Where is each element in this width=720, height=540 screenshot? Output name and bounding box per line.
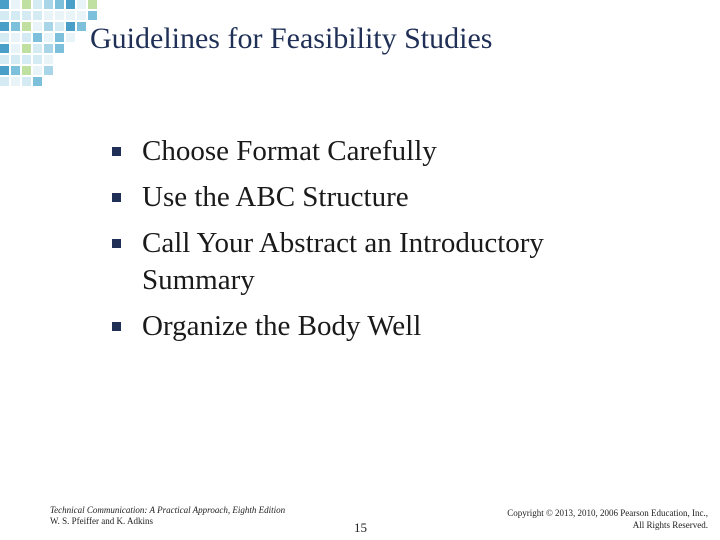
mosaic-tile: [66, 11, 75, 20]
mosaic-tile: [66, 33, 75, 42]
mosaic-tile: [66, 0, 75, 9]
mosaic-tile: [11, 44, 20, 53]
mosaic-tile: [88, 0, 97, 9]
footer-authors: W. S. Pfeiffer and K. Adkins: [50, 516, 153, 526]
mosaic-tile: [0, 44, 9, 53]
bullet-item: [112, 179, 632, 216]
mosaic-tile: [22, 0, 31, 9]
footer-source: [50, 505, 285, 527]
mosaic-tile: [0, 55, 9, 64]
mosaic-tile: [55, 11, 64, 20]
bullet-item: [112, 308, 632, 345]
mosaic-tile: [33, 55, 42, 64]
footer-copyright: [507, 507, 708, 531]
mosaic-tile: [0, 77, 9, 86]
mosaic-tile: [11, 0, 20, 9]
mosaic-tile: [66, 22, 75, 31]
mosaic-tile: [0, 66, 9, 75]
mosaic-tile: [11, 11, 20, 20]
mosaic-tile: [55, 33, 64, 42]
mosaic-tile: [11, 22, 20, 31]
mosaic-tile: [22, 77, 31, 86]
bullet-item: [112, 133, 632, 170]
mosaic-tile: [0, 11, 9, 20]
mosaic-tile: [55, 0, 64, 9]
mosaic-tile: [44, 11, 53, 20]
mosaic-tile: [55, 22, 64, 31]
square-bullet-icon: [112, 239, 121, 248]
mosaic-tile: [22, 66, 31, 75]
bullet-list: [112, 133, 632, 354]
mosaic-tile: [33, 11, 42, 20]
footer-book-title: Technical Communication: A Practical Approach, Eighth Edition: [50, 505, 286, 515]
bullet-text: Call Your Abstract an Introductory Summary: [142, 227, 544, 296]
mosaic-tile: [0, 33, 9, 42]
mosaic-tile: [11, 77, 20, 86]
mosaic-tile: [0, 0, 9, 9]
bullet-text: Organize the Body Well: [142, 310, 422, 342]
mosaic-tile: [22, 11, 31, 20]
decorative-tile-mosaic: [0, 0, 100, 90]
square-bullet-icon: [112, 322, 121, 331]
mosaic-tile: [22, 44, 31, 53]
mosaic-tile: [22, 22, 31, 31]
mosaic-tile: [44, 22, 53, 31]
mosaic-tile: [44, 55, 53, 64]
mosaic-tile: [11, 66, 20, 75]
mosaic-tile: [44, 0, 53, 9]
mosaic-tile: [11, 33, 20, 42]
mosaic-tile: [44, 44, 53, 53]
bullet-item: [112, 225, 632, 299]
square-bullet-icon: [112, 193, 121, 202]
mosaic-tile: [33, 77, 42, 86]
mosaic-tile: [11, 55, 20, 64]
page-number: 15: [354, 520, 367, 535]
bullet-text: Choose Format Carefully: [142, 135, 437, 167]
mosaic-tile: [33, 0, 42, 9]
mosaic-tile: [0, 22, 9, 31]
slide-title: Guidelines for Feasibility Studies: [90, 22, 493, 55]
mosaic-tile: [33, 33, 42, 42]
mosaic-tile: [33, 66, 42, 75]
mosaic-tile: [33, 44, 42, 53]
square-bullet-icon: [112, 147, 121, 156]
copyright-line-2: All Rights Reserved.: [632, 520, 708, 530]
bullet-text: Use the ABC Structure: [142, 181, 409, 213]
copyright-line-1: Copyright © 2013, 2010, 2006 Pearson Education, Inc.,: [507, 508, 708, 518]
mosaic-tile: [77, 22, 86, 31]
mosaic-tile: [77, 0, 86, 9]
mosaic-tile: [88, 11, 97, 20]
mosaic-tile: [55, 44, 64, 53]
mosaic-tile: [77, 11, 86, 20]
mosaic-tile: [22, 55, 31, 64]
mosaic-tile: [44, 66, 53, 75]
mosaic-tile: [44, 33, 53, 42]
mosaic-tile: [33, 22, 42, 31]
mosaic-tile: [22, 33, 31, 42]
